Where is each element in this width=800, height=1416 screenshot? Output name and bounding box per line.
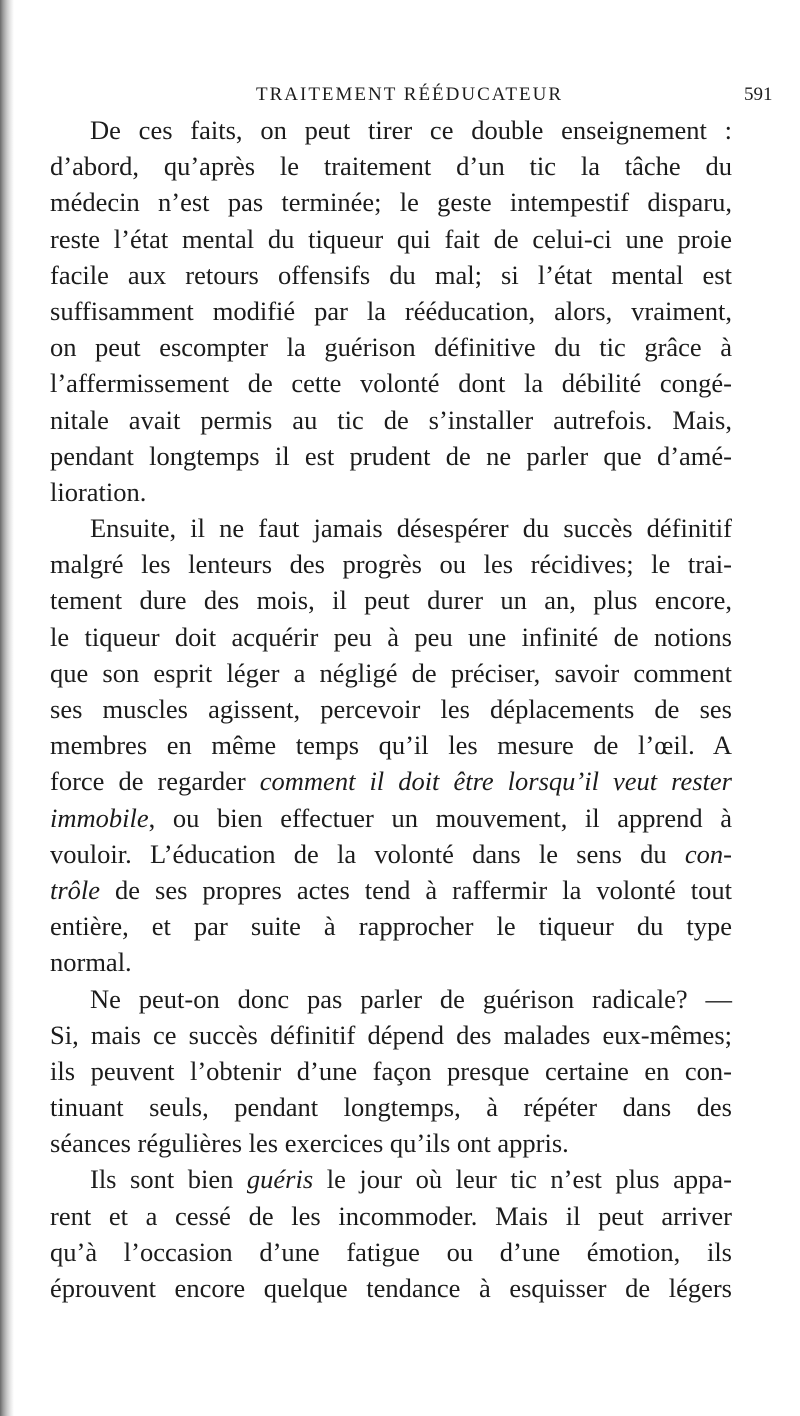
text-line: qu’à l’occasion d’une fatigue ou d’une émotion, ils (50, 1236, 732, 1267)
text-segment: vouloir. L’éducation de la volonté dans le sens du (50, 838, 685, 869)
text-segment: , ou bien effectuer un mouvement, il apprend à (148, 802, 732, 833)
text-line: malgré les lenteurs des progrès ou les récidives; le trai- (50, 549, 732, 580)
italic-phrase: comment il doit être lorsqu’il veut rester (259, 766, 732, 797)
page-number: 591 (744, 84, 773, 105)
text-line: facile aux retours offensifs du mal; si l’état mental est (50, 259, 732, 290)
text-line: De ces faits, on peut tirer ce double enseignement : (90, 115, 732, 145)
page-binding-edge (0, 0, 14, 1416)
text-line: suffisamment modifié par la rééducation, alors, vraiment, (50, 295, 732, 326)
text-line-with-italic (50, 763, 732, 799)
text-line-with-italic (50, 836, 732, 872)
text-line: Ne peut-on donc pas parler de guérison radicale? — (90, 983, 732, 1014)
text-line: tinuant seuls, pendant longtemps, à répéter dans des (50, 1092, 732, 1123)
text-line-with-italic (50, 800, 732, 836)
text-line: éprouvent encore quelque tendance à esquisser de légers (50, 1273, 732, 1303)
text-line: rent et a cessé de les incommoder. Mais il peut arriver (50, 1200, 732, 1231)
text-line: ses muscles agissent, percevoir les déplacements de ses (50, 694, 732, 724)
italic-phrase: trôle (50, 874, 101, 905)
text-segment: force de regarder (50, 766, 260, 797)
text-segment: Ils sont bien (90, 1164, 247, 1195)
text-segment: le jour où leur tic n’est plus appa- (313, 1164, 732, 1195)
text-line: tement dure des mois, il peut durer un an, plus encore, (50, 585, 732, 616)
italic-phrase: con- (684, 838, 732, 869)
text-line: Ensuite, il ne faut jamais désespérer du succès définitif (90, 513, 732, 544)
text-line-with-italic (50, 872, 732, 908)
text-line: séances régulières les exercices qu’ils ont appris. (50, 1128, 569, 1159)
text-line: Si, mais ce succès définitif dépend des malades eux-mêmes; (50, 1019, 732, 1050)
text-line: membres en même temps qu’il les mesure de l’œil. A (50, 730, 732, 761)
body-text (50, 112, 732, 1306)
text-line: on peut escompter la guérison définitive du tic grâce à (50, 332, 732, 363)
text-line: ils peuvent l’obtenir d’une façon presque certaine en con- (50, 1055, 732, 1086)
text-line: nitale avait permis au tic de s’installer autrefois. Mais, (50, 404, 732, 435)
italic-phrase: immobile (50, 802, 149, 833)
text-line: reste l’état mental du tiqueur qui fait de celui-ci une proie (50, 223, 732, 254)
text-segment: de ses propres actes tend à raffermir la volonté tout (100, 874, 732, 905)
text-line-with-italic (50, 1161, 732, 1197)
italic-phrase: guéris (246, 1164, 314, 1195)
text-line: normal. (50, 947, 132, 978)
text-line: d’abord, qu’après le traitement d’un tic la tâche du (50, 151, 732, 182)
text-line: entière, et par suite à rapprocher le tiqueur du type (50, 911, 732, 942)
text-line: pendant longtemps il est prudent de ne parler que d’amé- (50, 440, 732, 471)
text-line: que son esprit léger a négligé de préciser, savoir comment (50, 657, 732, 688)
text-line: médecin n’est pas terminée; le geste intempestif disparu, (50, 187, 732, 218)
text-line: lioration. (50, 476, 147, 507)
text-line: le tiqueur doit acquérir peu à peu une infinité de notions (50, 621, 732, 652)
text-line: l’affermissement de cette volonté dont la débilité congé- (50, 368, 732, 399)
running-title: TRAITEMENT RÉÉDUCATEUR (256, 84, 563, 105)
